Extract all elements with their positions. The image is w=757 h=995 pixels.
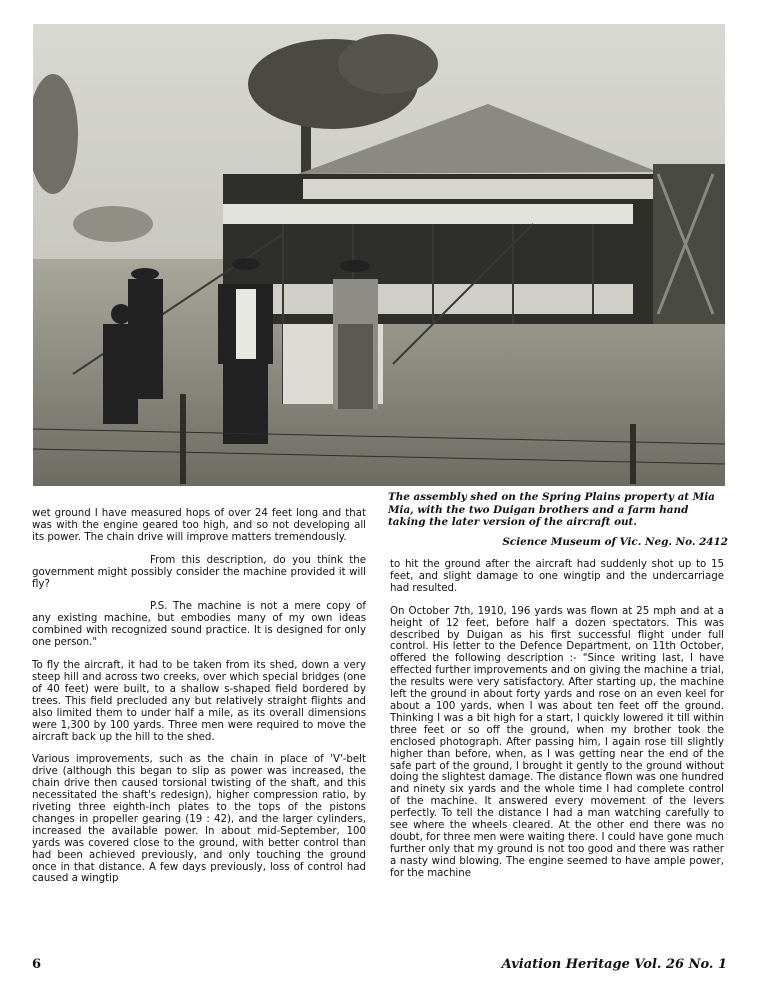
paragraph: To fly the aircraft, it had to be taken from its shed, down a very steep hill and across two creeks, over which special bridges (one of 40 feet) were built, to a shallow s-shaped field bordered by trees. This field precluded any but relatively straight flights and also limited them to under half a mile, as its overall dimensions were 1,300 by 100 yards. Three men were required to move the aircraft back up the hill to the shed. [32, 660, 366, 743]
page-number: 6 [32, 957, 42, 972]
paragraph: On October 7th, 1910, 196 yards was flown at 25 mph and at a height of 12 feet, before half a dozen spectators. This was described by Duigan as his first successful flight under full control. His letter to the Defence Department, on 11th October, offered the following description :- "Since writing last, I have effected further improvements and on giving the machine a trial, the results were very satisfactory. After starting up, the machine left the ground in about forty yards and rose on an even keel for about a 100 yards, when I was about ten feet off the ground. Thinking I was a bit high for a start, I quickly lowered it till within three feet or so off the ground, when my brother took the enclosed photograph. After passing him, I again rose till slightly higher than before, when, as I was getting near the end of the safe part of the ground, I brought it gently to the ground without doing the slightest damage. The distance flown was one hundred and ninety six yards and the whole time I had complete control of the machine. It answered every movement of the levers perfectly. To tell the distance I had a man watching carefully to see where the wheels cleared. At the other end there was no doubt, for three men were waiting there. I could have gone much further only that my ground is not too good and there was rather a nasty wind blowing. The engine seemed to have ample power, for the machine [390, 605, 724, 879]
paragraph: wet ground I have measured hops of over 24 feet long and that was with the engine geared too high, and so not developing all its power. The chain drive will improve matters tremendously. [32, 508, 366, 543]
caption-text: The assembly shed on the Spring Plains property at Mia Mia, with the two Duigan brothers and a farm hand taking the later version of the aircraft out. [388, 491, 715, 529]
caption-credit: Science Museum of Vic. Neg. No. 2412 [502, 535, 728, 548]
historical-photo [33, 24, 725, 486]
paragraph: From this description, do you think the government might possibly consider the machine provided it will fly? [32, 554, 366, 590]
left-column [32, 508, 366, 896]
photo-illustration [33, 24, 725, 486]
publication-title: Aviation Heritage Vol. 26 No. 1 [501, 957, 727, 972]
paragraph: P.S. The machine is not a mere copy of any existing machine, but embodies many of my own ideas combined with recognized sound practice. It is designed for only one person." [32, 601, 366, 649]
paragraph: Various improvements, such as the chain in place of 'V'-belt drive (although this began to slip as power was increased, the chain drive then caused torsional twisting of the shaft, and this necessitated the shaft's redesign), higher compression ratio, by riveting three eighth-inch plates to the tops of the pistons changes in propeller gearing (19 : 42), and the larger cylinders, increased the available power. In about mid-September, 100 yards was covered close to the ground, with better control than had been achieved previously, and only touching the ground once in that distance. A few days previously, loss of control had caused a wingtip [32, 754, 366, 885]
paragraph: to hit the ground after the aircraft had suddenly shot up to 15 feet, and slight damage to one wingtip and the undercarriage had resulted. [390, 559, 724, 594]
right-column [390, 559, 724, 891]
photo-caption [388, 491, 728, 548]
